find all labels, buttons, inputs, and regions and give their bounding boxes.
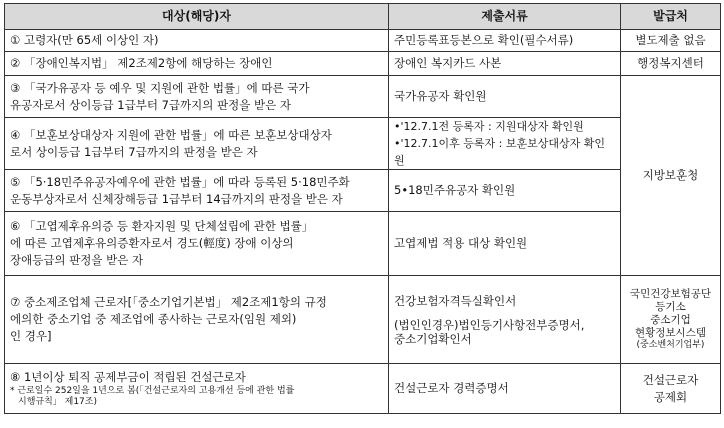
target-footnote: 시행규칙」 제17조) [18,397,97,407]
issuer-cell [621,52,721,76]
documents-cell [389,30,621,52]
target-line: ⑦ 중소제조업체 근로자[「중소기업기본법」 제2조제1항의 규정 [10,295,327,309]
issuer-line: (중소벤처기업부) [636,340,705,350]
target-line: 운동부상자로서 신체장해등급 1급부터 14급까지의 판정을 받은 자 [10,191,343,206]
header-issuer: 발급처 [621,4,721,30]
document-line: 건강보험자격득실확인서 [394,294,517,308]
table-row [5,276,721,364]
target-cell [5,30,389,52]
documents-cell [389,76,621,118]
target-line: ④ 「보훈보상대상자 지원에 관한 법률」에 따른 보훈보상대상자 [10,127,332,142]
documents-cell [389,276,621,364]
header-target: 대상(해당)자 [5,4,389,30]
documents-cell [389,170,621,212]
target-cell [5,118,389,170]
target-line: ⑥ 「고엽제후유의증 등 환자지원 및 단체설립에 관한 법률」 [10,219,314,233]
document-line: (법인인경우)법인등기사항전부증명서, [394,318,585,332]
target-line: 인 경우] [10,329,52,343]
target-cell [5,276,389,364]
target-cell [5,52,389,76]
issuer-line: 지방보훈청 [642,168,699,182]
target-line: 에 따른 고엽제후유의증환자로서 경도(輕度) 장애 이상의 [10,236,294,250]
target-line: ② 「장애인복지법」 제2조제2항에 해당하는 장애인 [10,56,273,70]
target-cell [5,364,389,414]
documents-cell [389,52,621,76]
document-line: 5•18민주유공자 확인원 [394,183,516,197]
document-table-wrapper [4,3,721,414]
table-row [5,170,721,212]
table-row [5,30,721,52]
target-line: 로서 상이등급 1급부터 7급까지의 판정을 받은 자 [10,144,258,159]
target-line: ⑤ 「5·18민주유공자예우에 관한 법률」에 따라 등록된 5·18민주화 [10,174,350,189]
document-line: 고엽제법 적용 대상 확인원 [394,236,528,250]
issuer-cell-shared [621,76,721,276]
issuer-line: 행정복지센터 [637,56,704,70]
target-footnote: * 근로일수 252일을 1년으로 봄(「건설근로자의 고용개선 등에 관한 법률 [10,386,295,396]
target-line: 유공자로서 상이등급 1급부터 7급까지의 판정을 받은 자 [10,97,291,112]
issuer-line: 건설근로자 [642,372,699,387]
target-line: 장애등급의 판정을 받은 자 [10,253,144,267]
issuer-line: 현황정보시스템 [634,327,706,339]
table-header-row [5,4,721,30]
target-cell [5,212,389,276]
document-line: •'12.7.1전 등록자 : 지원대상자 확인원 [394,120,584,133]
table-row [5,364,721,414]
table-row [5,212,721,276]
target-line: 에의한 중소기업 중 제조업에 종사하는 근로자(임원 제외) [10,312,297,326]
document-line: 장애인 복지카드 사본 [394,56,502,70]
issuer-line: 중소기업 [650,314,691,326]
target-line: ③ 「국가유공자 등 예우 및 지원에 관한 법률」에 따른 국가 [10,80,310,95]
issuer-cell [621,276,721,364]
target-cell [5,76,389,118]
issuer-line: 등기소 [655,301,686,313]
issuer-cell [621,364,721,414]
issuer-cell [621,30,721,52]
header-documents: 제출서류 [389,4,621,30]
issuer-line: 별도제출 없음 [635,33,706,47]
target-cell [5,170,389,212]
document-line: 주민등록표등본으로 확인(필수서류) [394,33,574,47]
table-row [5,52,721,76]
documents-cell [389,118,621,170]
document-line: 중소기업확인서 [394,332,472,346]
document-line: 국가유공자 확인원 [394,89,487,103]
documents-cell [389,364,621,414]
table-row [5,118,721,170]
document-line: •'12.7.1이후 등록자 : 보훈보상대상자 확인원 [394,137,605,167]
issuer-line: 국민건강보험공단 [629,288,712,300]
target-line: ① 고령자(만 65세 이상인 자) [10,33,159,47]
document-line: 건설근로자 경력증명서 [394,381,509,395]
eligibility-documents-table [4,3,721,414]
issuer-line: 공제회 [653,389,688,404]
table-row [5,76,721,118]
target-line: ⑧ 1년이상 퇴직 공제부금이 적립된 건설근로자 [10,370,246,384]
documents-cell [389,212,621,276]
